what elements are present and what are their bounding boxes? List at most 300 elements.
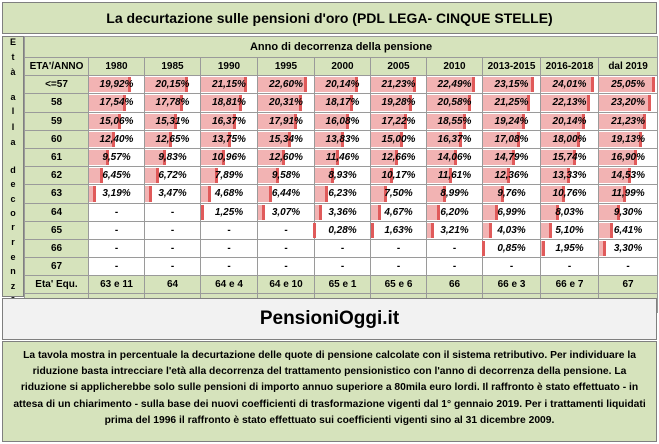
- value-cell: [315, 239, 371, 257]
- value-text: 21,25%: [494, 97, 529, 109]
- value-text: 15,74%: [552, 152, 587, 164]
- value-text: 6,20%: [440, 206, 469, 218]
- side-label-letter: z: [10, 281, 16, 291]
- value-text: 9,58%: [271, 170, 301, 182]
- value-text: 12,66%: [381, 152, 416, 164]
- value-text: 8,99%: [440, 188, 469, 200]
- value-text: 12,40%: [99, 133, 134, 145]
- value-text: 15,06%: [99, 115, 134, 127]
- eta-equ-value: 64 e 4: [201, 276, 258, 294]
- value-cell: [541, 94, 599, 112]
- year-header: 1995: [258, 58, 315, 76]
- value-cell: [483, 112, 541, 130]
- table-row: [25, 185, 658, 203]
- value-cell: [201, 112, 258, 130]
- year-header: 1985: [145, 58, 201, 76]
- value-cell: [483, 203, 541, 221]
- value-text: 10,96%: [212, 152, 246, 164]
- value-cell: [541, 203, 599, 221]
- value-text: -: [114, 242, 119, 254]
- value-text: 3,30%: [613, 242, 643, 254]
- value-cell: [483, 239, 541, 257]
- age-label: 60: [25, 130, 89, 148]
- value-cell: [541, 76, 599, 94]
- value-text: 17,08%: [494, 133, 529, 145]
- value-cell: [258, 167, 315, 185]
- value-text: 16,08%: [325, 115, 360, 127]
- value-text: 21,15%: [212, 79, 246, 91]
- age-label: 58: [25, 94, 89, 112]
- value-cell: [599, 112, 658, 130]
- side-label-letter: n: [10, 266, 16, 276]
- value-text: -: [114, 261, 119, 273]
- table-row: [25, 94, 658, 112]
- value-text: 13,75%: [212, 133, 246, 145]
- value-cell: [145, 221, 201, 239]
- value-text: 12,65%: [155, 133, 190, 145]
- value-cell: [201, 221, 258, 239]
- value-text: -: [452, 242, 457, 254]
- table-row: [25, 148, 658, 166]
- value-cell: [541, 239, 599, 257]
- table-row: [25, 112, 658, 130]
- value-cell: [541, 130, 599, 148]
- value-cell: [315, 148, 371, 166]
- value-text: 8,03%: [555, 206, 584, 218]
- value-text: 4,67%: [384, 206, 413, 218]
- section-header: Anno di decorrenza della pensione: [25, 37, 658, 58]
- side-label-letter: d: [10, 165, 16, 175]
- side-label-letter: e: [10, 252, 16, 262]
- value-text: 8,93%: [328, 170, 357, 182]
- value-text: 11,61%: [437, 170, 472, 182]
- side-label-column: [2, 36, 24, 297]
- value-text: 25,05%: [611, 79, 646, 91]
- value-text: 5,10%: [555, 224, 584, 236]
- value-text: -: [340, 242, 345, 254]
- eta-equ-value: 65 e 6: [371, 276, 427, 294]
- databar-edge: [313, 223, 316, 238]
- age-label: 67: [25, 258, 89, 276]
- value-text: 21,23%: [611, 115, 646, 127]
- year-header: 2010: [427, 58, 483, 76]
- databar-edge: [531, 77, 534, 92]
- value-cell: [258, 258, 315, 276]
- value-text: -: [284, 224, 288, 236]
- value-text: 17,91%: [269, 115, 303, 127]
- value-text: 20,15%: [155, 79, 190, 91]
- value-cell: [371, 221, 427, 239]
- side-label-letter: a: [10, 137, 16, 147]
- value-text: 9,83%: [158, 152, 187, 164]
- value-cell: [371, 148, 427, 166]
- value-text: 18,00%: [552, 133, 587, 145]
- value-text: 4,03%: [497, 224, 526, 236]
- side-label-letter: l: [11, 122, 15, 132]
- databar-edge: [319, 205, 322, 220]
- value-text: -: [396, 242, 401, 254]
- value-cell: [258, 76, 315, 94]
- value-cell: [145, 167, 201, 185]
- value-text: -: [170, 224, 175, 236]
- value-cell: [201, 185, 258, 203]
- value-text: 1,25%: [214, 206, 244, 218]
- side-label-letter: c: [10, 194, 16, 204]
- value-text: 18,81%: [212, 97, 246, 109]
- value-text: -: [626, 261, 630, 273]
- age-label: 66: [25, 239, 89, 257]
- value-cell: [371, 258, 427, 276]
- value-cell: [427, 112, 483, 130]
- value-cell: [427, 239, 483, 257]
- value-text: 18,55%: [437, 115, 472, 127]
- value-text: 22,13%: [552, 97, 587, 109]
- value-cell: [371, 203, 427, 221]
- year-header: 2005: [371, 58, 427, 76]
- value-cell: [145, 76, 201, 94]
- value-text: 17,78%: [155, 97, 190, 109]
- value-text: 17,22%: [381, 115, 416, 127]
- value-text: 16,90%: [611, 152, 646, 164]
- value-cell: [315, 112, 371, 130]
- value-cell: [599, 167, 658, 185]
- value-cell: [145, 94, 201, 112]
- value-cell: [599, 76, 658, 94]
- table-row: [25, 239, 658, 257]
- value-text: 20,14%: [552, 115, 587, 127]
- value-text: -: [509, 261, 514, 273]
- value-text: 14,53%: [611, 170, 646, 182]
- value-cell: [201, 258, 258, 276]
- value-text: 3,47%: [158, 188, 187, 200]
- brand-logo: PensioniOggi.it: [2, 298, 657, 340]
- value-text: 19,92%: [99, 79, 134, 91]
- age-label: 59: [25, 112, 89, 130]
- value-cell: [315, 185, 371, 203]
- corner-header: ETA'/ANNO: [25, 58, 89, 76]
- value-cell: [315, 130, 371, 148]
- databar-edge: [304, 77, 307, 92]
- value-cell: [258, 130, 315, 148]
- side-label-letter: l: [11, 106, 15, 116]
- value-cell: [145, 112, 201, 130]
- value-cell: [258, 112, 315, 130]
- eta-equ-value: 66 e 3: [483, 276, 541, 294]
- value-text: 12,36%: [494, 170, 529, 182]
- section-header-row: [25, 37, 658, 58]
- value-cell: [541, 258, 599, 276]
- value-cell: [89, 94, 145, 112]
- value-cell: [258, 94, 315, 112]
- value-text: -: [284, 261, 288, 273]
- table-row: [25, 203, 658, 221]
- age-label: 63: [25, 185, 89, 203]
- value-text: 4,68%: [214, 188, 244, 200]
- databar-edge: [482, 241, 485, 256]
- value-text: -: [114, 206, 119, 218]
- value-text: 13,33%: [552, 170, 587, 182]
- value-cell: [371, 112, 427, 130]
- value-cell: [201, 239, 258, 257]
- databar-edge: [489, 223, 492, 238]
- value-cell: [541, 167, 599, 185]
- side-label-letter: à: [10, 67, 16, 77]
- value-cell: [258, 185, 315, 203]
- value-cell: [483, 94, 541, 112]
- value-cell: [201, 203, 258, 221]
- value-text: 1,95%: [555, 242, 584, 254]
- databar-edge: [603, 241, 606, 256]
- databar-edge: [648, 95, 651, 110]
- value-text: 9,30%: [613, 206, 643, 218]
- eta-equ-value: 63 e 11: [89, 276, 145, 294]
- age-label: 64: [25, 203, 89, 221]
- value-text: 9,76%: [497, 188, 526, 200]
- databar-edge: [549, 223, 552, 238]
- value-cell: [315, 203, 371, 221]
- value-cell: [258, 203, 315, 221]
- value-cell: [427, 94, 483, 112]
- value-cell: [427, 167, 483, 185]
- value-text: 11,99%: [611, 188, 645, 200]
- age-label: <=57: [25, 76, 89, 94]
- value-cell: [541, 148, 599, 166]
- value-text: 15,34%: [269, 133, 303, 145]
- table-row: [25, 221, 658, 239]
- value-text: -: [114, 224, 119, 236]
- page-title: La decurtazione sulle pensioni d'oro (PDL LEGA- CINQUE STELLE): [2, 2, 657, 34]
- value-cell: [427, 148, 483, 166]
- value-cell: [145, 203, 201, 221]
- eta-equ-label: Eta' Equ.: [25, 276, 89, 294]
- value-cell: [599, 203, 658, 221]
- value-text: 1,63%: [384, 224, 413, 236]
- eta-equ-value: 66: [427, 276, 483, 294]
- value-text: 17,54%: [99, 97, 134, 109]
- value-cell: [599, 185, 658, 203]
- eta-equ-value: 67: [599, 276, 658, 294]
- table-row: [25, 76, 658, 94]
- value-cell: [89, 167, 145, 185]
- value-cell: [371, 130, 427, 148]
- value-cell: [145, 239, 201, 257]
- value-text: -: [170, 242, 175, 254]
- value-cell: [483, 148, 541, 166]
- value-cell: [89, 112, 145, 130]
- value-cell: [371, 167, 427, 185]
- year-header: 2016-2018: [541, 58, 599, 76]
- value-text: 14,79%: [494, 152, 529, 164]
- eta-equ-value: 66 e 7: [541, 276, 599, 294]
- year-header: 2013-2015: [483, 58, 541, 76]
- databar-edge: [262, 205, 265, 220]
- age-label: 65: [25, 221, 89, 239]
- value-text: 23,20%: [611, 97, 646, 109]
- value-text: 15,31%: [155, 115, 190, 127]
- value-text: 0,28%: [328, 224, 357, 236]
- value-text: -: [396, 261, 401, 273]
- value-cell: [89, 76, 145, 94]
- value-cell: [89, 130, 145, 148]
- value-cell: [371, 94, 427, 112]
- years-header-row: [25, 58, 658, 76]
- value-text: 6,72%: [158, 170, 187, 182]
- value-text: 3,19%: [102, 188, 131, 200]
- value-cell: [483, 258, 541, 276]
- value-cell: [315, 167, 371, 185]
- value-cell: [258, 221, 315, 239]
- value-cell: [371, 76, 427, 94]
- value-text: -: [452, 261, 457, 273]
- value-text: 9,57%: [102, 152, 131, 164]
- value-text: -: [227, 261, 231, 273]
- value-text: 20,58%: [437, 97, 472, 109]
- side-label-letter: a: [10, 92, 16, 102]
- side-label-letter: o: [10, 208, 16, 218]
- age-label: 61: [25, 148, 89, 166]
- databar-edge: [93, 186, 96, 201]
- value-cell: [315, 258, 371, 276]
- eta-equ-value: 64 e 10: [258, 276, 315, 294]
- value-text: 3,07%: [271, 206, 301, 218]
- databar-edge: [149, 186, 152, 201]
- value-text: 19,24%: [494, 115, 529, 127]
- value-cell: [89, 185, 145, 203]
- table-row: [25, 258, 658, 276]
- year-header: dal 2019: [599, 58, 658, 76]
- value-cell: [483, 76, 541, 94]
- value-text: -: [284, 242, 288, 254]
- value-cell: [89, 203, 145, 221]
- eta-equ-row: [25, 276, 658, 294]
- value-text: 16,37%: [212, 115, 246, 127]
- value-cell: [483, 221, 541, 239]
- value-cell: [145, 258, 201, 276]
- databar-edge: [378, 205, 381, 220]
- year-header: 1990: [201, 58, 258, 76]
- value-text: 23,15%: [494, 79, 529, 91]
- side-label-letter: t: [11, 52, 15, 62]
- value-cell: [599, 221, 658, 239]
- eta-equ-value: 65 e 1: [315, 276, 371, 294]
- value-text: -: [227, 224, 231, 236]
- value-text: 7,89%: [214, 170, 244, 182]
- side-label-letter: e: [10, 179, 16, 189]
- value-text: 15,00%: [381, 133, 416, 145]
- value-text: 10,76%: [552, 188, 587, 200]
- table-row: [25, 167, 658, 185]
- value-cell: [483, 185, 541, 203]
- value-cell: [541, 221, 599, 239]
- value-cell: [145, 185, 201, 203]
- side-label-letter: r: [11, 222, 15, 232]
- databar-edge: [208, 186, 211, 201]
- value-cell: [315, 94, 371, 112]
- databar-edge: [201, 205, 204, 220]
- value-text: 12,60%: [269, 152, 303, 164]
- value-text: -: [227, 242, 231, 254]
- value-text: 10,17%: [381, 170, 416, 182]
- value-text: 0,85%: [497, 242, 526, 254]
- description-text: La tavola mostra in percentuale la decurtazione delle quote di pensione calcolate con il sistema retributivo. Per individuare la riduzione basta intrecciare l'età alla decorrenza del trattamento pensionistico con l'anno di decorrenza della pensione. La riduzione si applicherebbe solo sulle pensioni di importo annuo superiore a 80mila euro lordi. Il raffronto è stato effettuato - in attesa di un chiarimento - sulla base dei nuovi coefficienti di trasformazione vigenti dal 1° gennaio 2019. Per i trattamenti liquidati prima del 1996 il raffronto è stato effettuato sui coefficienti vigenti sino al 31 dicembre 2009.: [2, 341, 657, 442]
- eta-equ-value: 64: [145, 276, 201, 294]
- value-text: 18,17%: [325, 97, 360, 109]
- databar-edge: [542, 241, 545, 256]
- value-cell: [599, 148, 658, 166]
- value-text: 24,01%: [552, 79, 587, 91]
- value-text: 19,13%: [611, 133, 646, 145]
- value-text: -: [340, 261, 345, 273]
- value-cell: [483, 130, 541, 148]
- side-label-letter: E: [9, 37, 16, 47]
- value-cell: [89, 239, 145, 257]
- age-label: 62: [25, 167, 89, 185]
- value-cell: [427, 258, 483, 276]
- value-text: 6,45%: [102, 170, 131, 182]
- value-text: 21,23%: [381, 79, 416, 91]
- value-cell: [145, 130, 201, 148]
- value-text: 13,83%: [325, 133, 360, 145]
- value-cell: [201, 94, 258, 112]
- value-cell: [599, 258, 658, 276]
- value-text: -: [170, 206, 175, 218]
- value-cell: [427, 76, 483, 94]
- value-text: 16,37%: [437, 133, 472, 145]
- value-cell: [201, 76, 258, 94]
- databar-edge: [431, 223, 434, 238]
- value-cell: [541, 112, 599, 130]
- value-text: 20,14%: [325, 79, 360, 91]
- value-text: 19,28%: [381, 97, 416, 109]
- value-cell: [599, 94, 658, 112]
- value-cell: [315, 76, 371, 94]
- value-cell: [315, 221, 371, 239]
- year-header: 2000: [315, 58, 371, 76]
- value-text: 6,23%: [328, 188, 357, 200]
- value-text: 3,21%: [440, 224, 469, 236]
- value-text: 7,50%: [384, 188, 413, 200]
- value-text: 11,46%: [325, 152, 360, 164]
- value-cell: [89, 221, 145, 239]
- value-cell: [258, 148, 315, 166]
- databar-edge: [371, 223, 374, 238]
- value-cell: [427, 185, 483, 203]
- year-header: 1980: [89, 58, 145, 76]
- value-text: 20,31%: [269, 97, 303, 109]
- value-cell: [599, 239, 658, 257]
- value-text: 22,60%: [269, 79, 303, 91]
- value-text: 6,44%: [271, 188, 301, 200]
- value-cell: [201, 167, 258, 185]
- value-text: -: [170, 261, 175, 273]
- value-text: -: [567, 261, 572, 273]
- value-cell: [427, 203, 483, 221]
- value-cell: [371, 185, 427, 203]
- value-cell: [427, 221, 483, 239]
- value-cell: [427, 130, 483, 148]
- value-text: 6,41%: [613, 224, 643, 236]
- databar-edge: [652, 77, 655, 92]
- value-cell: [599, 130, 658, 148]
- value-cell: [258, 239, 315, 257]
- value-cell: [89, 148, 145, 166]
- value-text: 6,99%: [497, 206, 526, 218]
- value-cell: [541, 185, 599, 203]
- value-cell: [145, 148, 201, 166]
- value-text: 3,36%: [328, 206, 357, 218]
- decurtazione-table: [24, 36, 658, 313]
- value-cell: [201, 148, 258, 166]
